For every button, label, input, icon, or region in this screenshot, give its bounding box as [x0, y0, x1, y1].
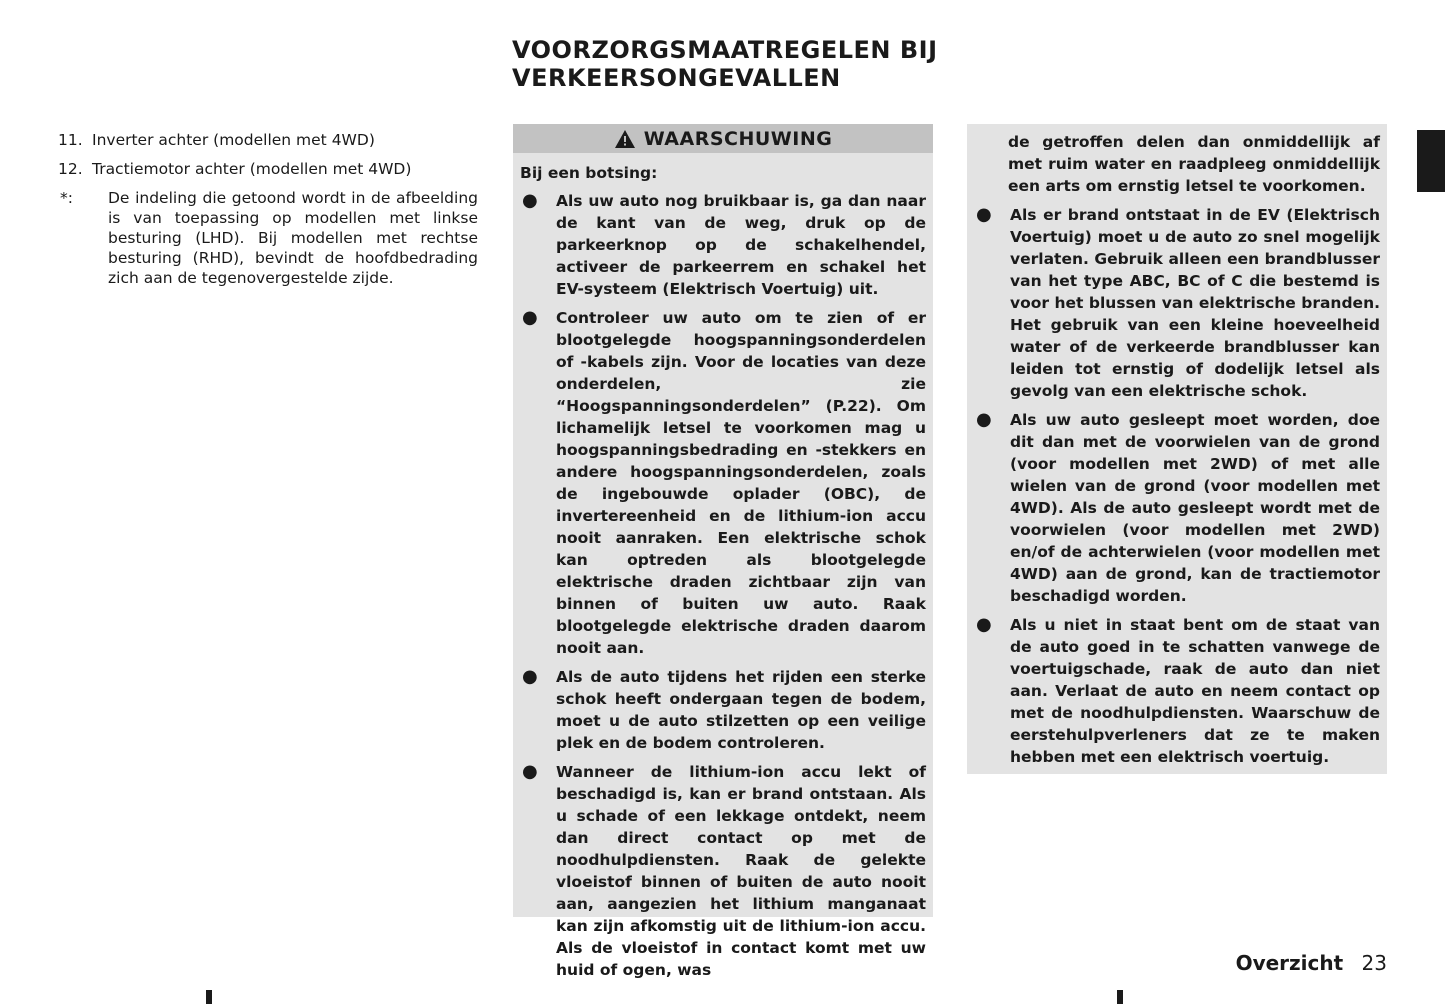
bullet-item — [520, 307, 926, 659]
list-item — [58, 159, 478, 179]
warning-box-continued — [967, 124, 1387, 774]
bullet-dot: ● — [522, 190, 538, 211]
bullet-item — [974, 204, 1380, 402]
bullet-item — [974, 409, 1380, 607]
crop-mark — [1117, 990, 1123, 1004]
page-number: 23 — [1361, 951, 1387, 975]
bullet-text: Als de auto tijdens het rijden een sterke schok heeft ondergaan tegen de bodem, moet u de auto stilzetten op een veilige plek en de bodem controleren. — [556, 668, 926, 752]
warning-body — [513, 153, 933, 981]
bullet-dot: ● — [522, 666, 538, 687]
warning-body-continued — [967, 124, 1387, 768]
bullet-text: Wanneer de lithium-ion accu lekt of beschadigd is, kan er brand ontstaan. Als u schade of een lekkage ontdekt, neem dan direct contact op met de noodhulpdiensten. Raak de gelekte vloeistof binnen of buiten de auto nooit aan, aangezien het lithium manganaat kan zijn afkomstig uit de lithium-ion accu. Als de vloeistof in contact komt met uw huid of ogen, was — [556, 763, 926, 979]
bullet-text: Als uw auto nog bruikbaar is, ga dan naar de kant van de weg, druk op de parkeerknop op de schakelhendel, activeer de parkeerrem en schakel het EV-systeem (Elektrisch Voertuig) uit. — [556, 192, 926, 298]
bullet-text: Als er brand ontstaat in de EV (Elektrisch Voertuig) moet u de auto zo snel mogelijk verlaten. Gebruik alleen een brandblusser van het type ABC, BC of C die bestemd is voor het blussen van elektrische branden. Het gebruik van een kleine hoeveelheid water of de verkeerde brandblusser kan leiden tot ernstig of dodelijk letsel als gevolg van een elektrische schok. — [1010, 206, 1380, 400]
list-item-number: 12. — [58, 160, 83, 178]
section-tab-marker — [1417, 130, 1445, 192]
bullet-dot: ● — [522, 761, 538, 782]
footnote — [58, 188, 478, 288]
page-title-line-1: VOORZORGSMAATREGELEN BIJ — [512, 36, 938, 64]
bullet-dot: ● — [976, 614, 992, 635]
bullet-text: Controleer uw auto om te zien of er blootgelegde hoogspanningsonderdelen of -kabels zijn. Voor de locaties van deze onderdelen, zie “Hoogspanningsonderdelen” (P.22). Om lichamelijk letsel te voorkomen mag u hoogspanningsbedrading en -stekkers en andere hoogspanningsonderdelen, zoals de ingebouwde oplader (OBC), de invertereenheid en de lithium-ion accu nooit aanraken. Een elektrische schok kan optreden als blootgelegde elektrische draden zichtbaar zijn van binnen of buiten uw auto. Raak blootgelegde elektrische draden daarom nooit aan. — [556, 309, 926, 657]
bullet-text: Als u niet in staat bent om de staat van de auto goed in te schatten vanwege de voertuigschade, raak de auto dan niet aan. Verlaat de auto en neem contact op met de noodhulpdiensten. Waarschuw de eerstehulpverleners dat ze te maken hebben met een elektrisch voertuig. — [1010, 616, 1380, 766]
bullet-text: Als uw auto gesleept moet worden, doe dit dan met de voorwielen van de grond (voor modellen met 2WD) of met alle wielen van de grond (voor modellen met 4WD). Als de auto gesleept wordt met de voorwielen (voor modellen met 2WD) en/of de achterwielen (voor modellen met 4WD) aan de grond, kan de tractiemotor beschadigd worden. — [1010, 411, 1380, 605]
list-item-text: Inverter achter (modellen met 4WD) — [92, 131, 375, 149]
left-column — [58, 130, 478, 288]
page-footer — [1236, 951, 1387, 975]
warning-title: WAARSCHUWING — [643, 127, 833, 150]
warning-box — [513, 124, 933, 979]
bullet-continuation: de getroffen delen dan onmiddellijk af met ruim water en raadpleeg onmiddellijk een arts om ernstig letsel te voorkomen. — [1008, 133, 1380, 195]
footnote-text: De indeling die getoond wordt in de afbeelding is van toepassing op modellen met linkse besturing (LHD). Bij modellen met rechtse besturing (RHD), bevindt de hoofdbedrading zich aan de tegenovergestelde zijde. — [108, 189, 478, 287]
bullet-dot: ● — [976, 409, 992, 430]
warning-bullets-continued — [974, 204, 1380, 768]
list-item-number: 11. — [58, 131, 83, 149]
bullet-item — [520, 761, 926, 981]
list-item-text: Tractiemotor achter (modellen met 4WD) — [92, 160, 412, 178]
list-item — [58, 130, 478, 150]
crop-mark — [206, 990, 212, 1004]
footnote-mark: *: — [60, 189, 73, 207]
warning-intro: Bij een botsing: — [520, 164, 658, 182]
warning-header — [513, 124, 933, 153]
bullet-dot: ● — [976, 204, 992, 225]
footer-section-name: Overzicht — [1235, 951, 1344, 975]
warning-bullets — [520, 190, 926, 981]
bullet-item — [974, 614, 1380, 768]
bullet-dot: ● — [522, 307, 538, 328]
bullet-item — [520, 190, 926, 300]
bullet-item — [520, 666, 926, 754]
page-title — [512, 36, 952, 92]
page-title-line-2: VERKEERSONGEVALLEN — [512, 64, 841, 92]
warning-triangle-icon — [614, 129, 636, 149]
